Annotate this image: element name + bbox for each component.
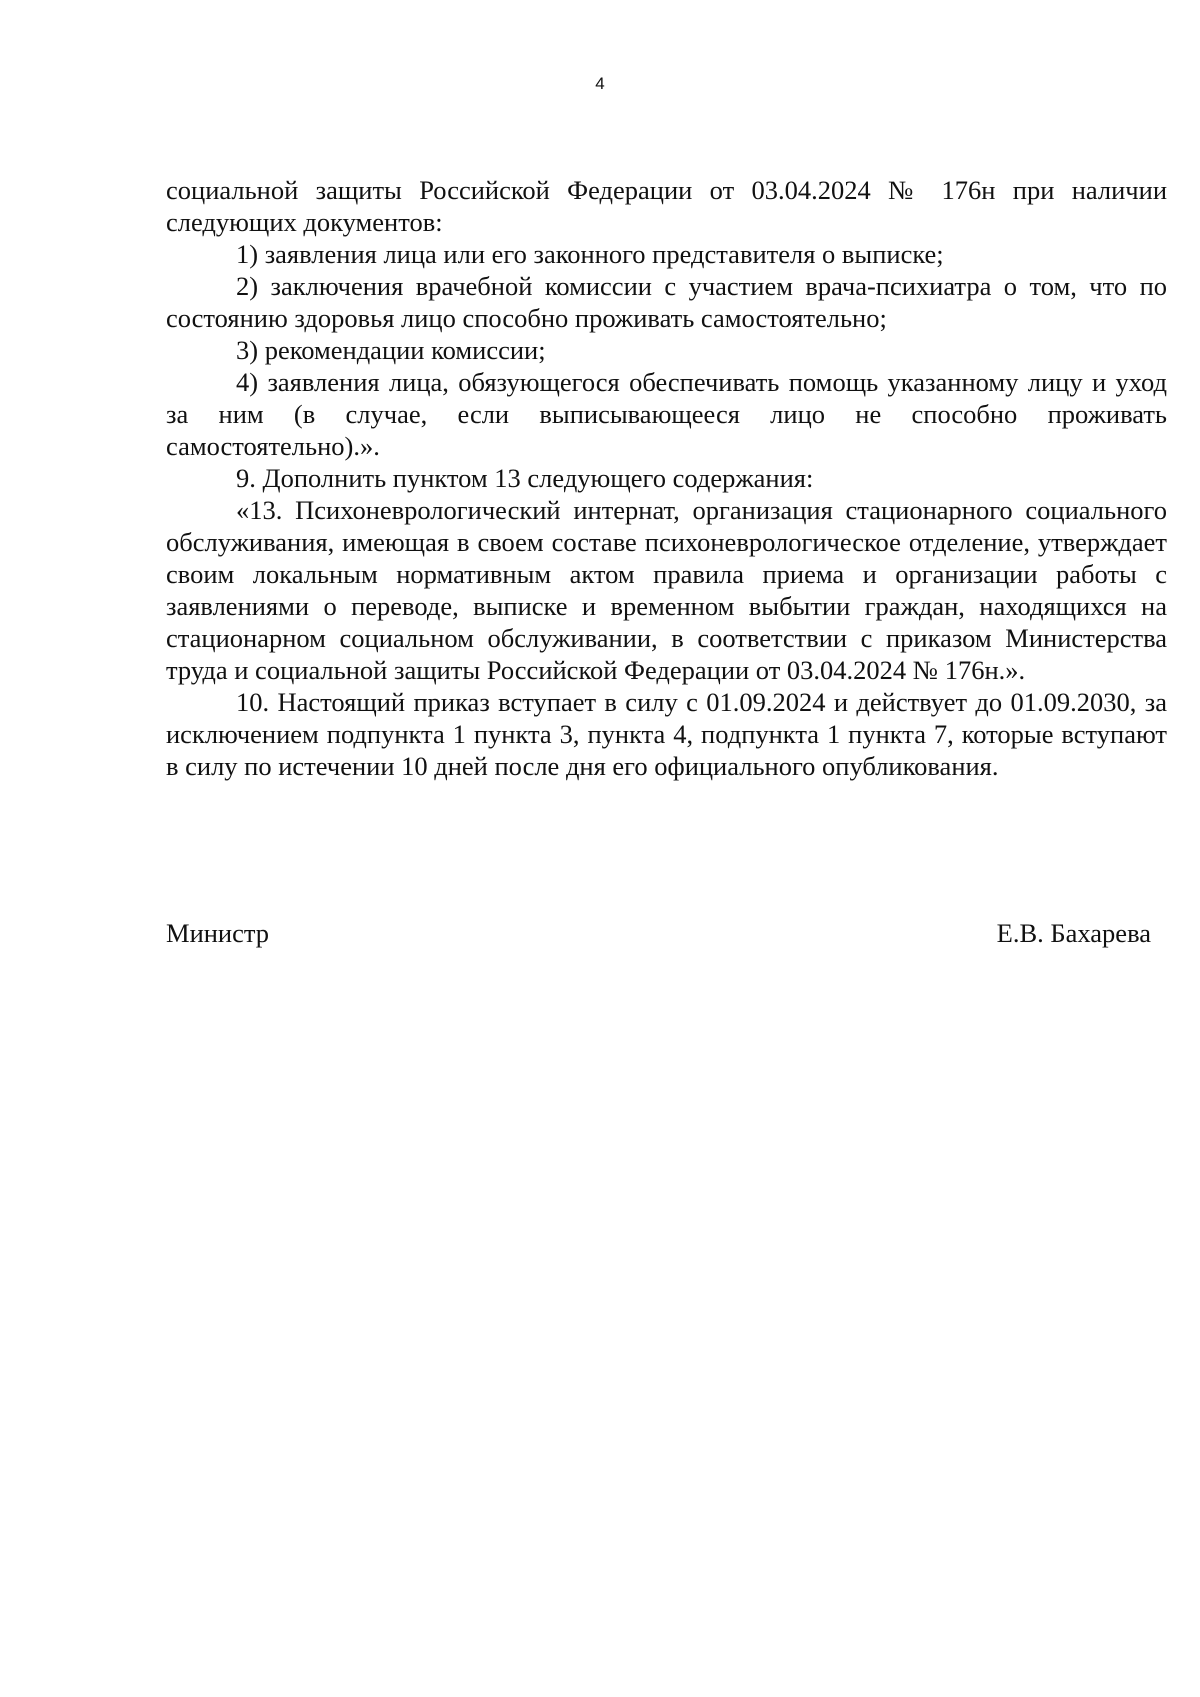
list-item-4: 4) заявления лица, обязующегося обеспечивать помощь указанному лицу и уход за ним (в случае, если выписывающееся лицо не способно проживать самостоятельно).». (166, 367, 1167, 461)
page-number: 4 (595, 74, 605, 93)
list-item-1: 1) заявления лица или его законного представителя о выписке; (236, 239, 944, 269)
list-item-2: 2) заключения врачебной комиссии с участием врача-психиатра о том, что по состоянию здоровья лицо способно проживать самостоятельно; (166, 271, 1167, 333)
paragraph-item-13: «13. Психоневрологический интернат, организация стационарного социального обслуживания, имеющая в своем составе психоневрологическое отделение, утверждает своим локальным нормативным актом правила приема и организации работы с заявлениями о переводе, выписке и временном выбытии граждан, находящихся на стационарном социальном обслуживании, в соответствии с приказом Министерства труда и социальной защиты Российской Федерации от 03.04.2024 № 176н.». (166, 495, 1167, 685)
list-item-3: 3) рекомендации комиссии; (236, 335, 546, 365)
signature-block (166, 917, 1151, 949)
signatory-name: Е.В. Бахарева (996, 918, 1151, 948)
paragraph-item-10: 10. Настоящий приказ вступает в силу с 01.09.2024 и действует до 01.09.2030, за исключением подпункта 1 пункта 3, пункта 4, подпункта 1 пункта 7, которые вступают в силу по истечении 10 дней после дня его официального опубликования. (166, 687, 1167, 781)
paragraph-continuation: социальной защиты Российской Федерации от 03.04.2024 № 176н при наличии следующих документов: (166, 175, 1167, 237)
paragraph-item-9: 9. Дополнить пунктом 13 следующего содержания: (236, 463, 814, 493)
signatory-position: Министр (166, 918, 270, 948)
document-body (166, 174, 1167, 782)
